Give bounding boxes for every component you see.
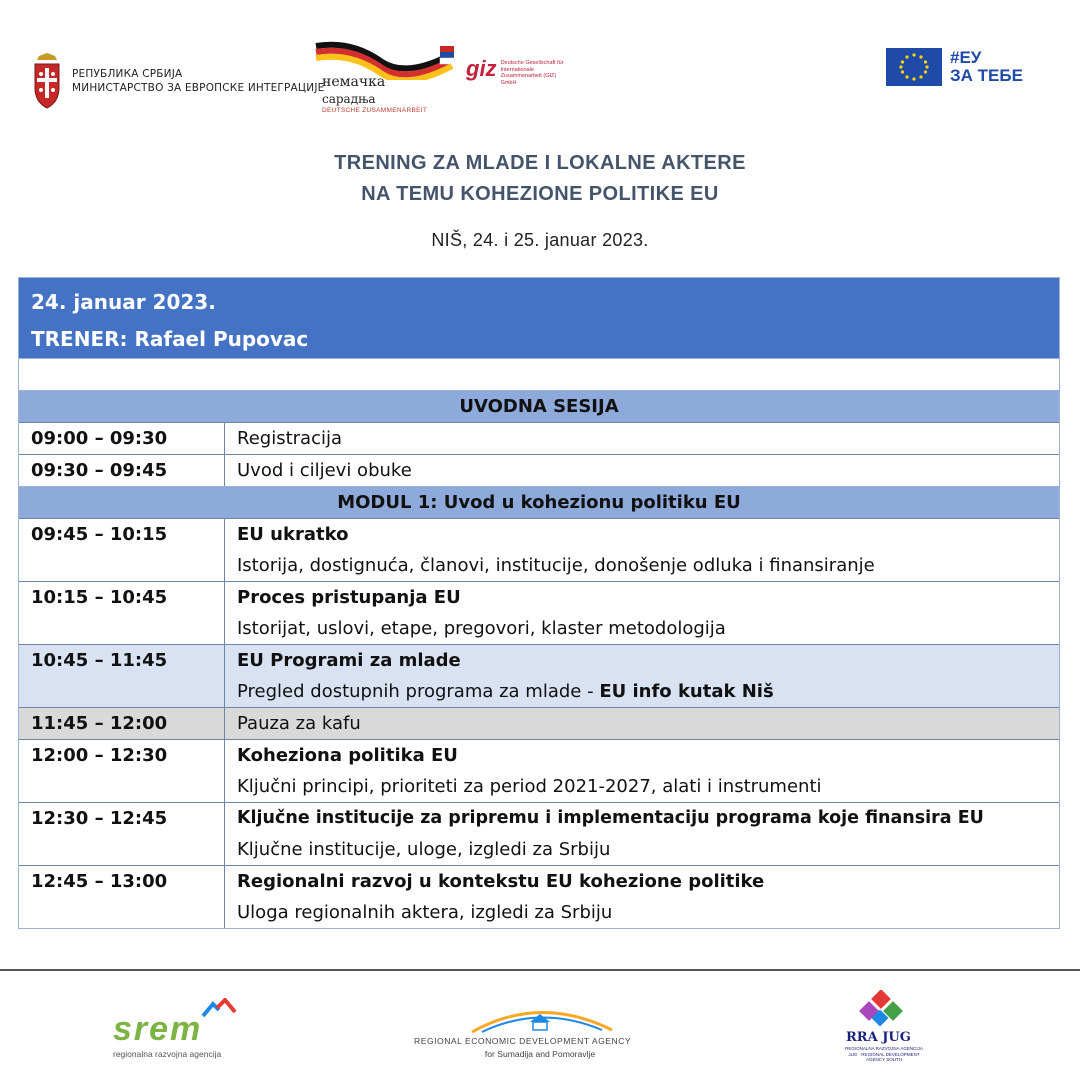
rra-jug-name: RRA JUG bbox=[846, 1030, 911, 1045]
giz-wordmark: giz bbox=[466, 56, 497, 81]
german-cooperation-logo bbox=[312, 40, 462, 116]
table-row bbox=[19, 802, 1059, 865]
srem-logo bbox=[95, 992, 247, 1077]
footer-divider bbox=[0, 969, 1080, 971]
time-cell: 11:45 – 12:00 bbox=[19, 708, 225, 739]
page-title bbox=[0, 148, 1080, 210]
activity-cell bbox=[225, 740, 1059, 802]
section-header-module1: MODUL 1: Uvod u kohezionu politiku EU bbox=[19, 486, 1059, 518]
activity-title: Koheziona politika EU bbox=[237, 745, 458, 766]
eu-logo bbox=[886, 48, 1023, 86]
activity-title: EU ukratko bbox=[237, 524, 349, 545]
activity-description: Uloga regionalnih aktera, izgledi za Srbiju bbox=[237, 902, 613, 923]
german-line2: сарадња bbox=[322, 92, 376, 106]
german-line1: немачка bbox=[322, 74, 386, 90]
schedule-header bbox=[19, 278, 1059, 358]
serbian-coat-of-arms-icon bbox=[30, 52, 64, 110]
giz-logo bbox=[466, 58, 571, 86]
activity-cell bbox=[225, 866, 1059, 928]
rra-jug-fullname: REGIONALNA RAZVOJNA AGENCIJA JUG · REGIONAL DEVELOPMENT AGENCY SOUTH bbox=[845, 1046, 923, 1062]
eu-hashtag-line2: ЗА ТЕБЕ bbox=[950, 66, 1023, 85]
table-row bbox=[19, 739, 1059, 802]
empty-row bbox=[19, 358, 1059, 390]
activity-description: Istorija, dostignuća, članovi, institucije, donošenje odluka i finansiranje bbox=[237, 555, 875, 576]
time-cell: 09:30 – 09:45 bbox=[19, 455, 225, 486]
activity-cell: Registracija bbox=[237, 428, 342, 449]
time-cell: 09:45 – 10:15 bbox=[19, 519, 225, 581]
rra-jug-logo bbox=[838, 990, 928, 1065]
srem-wordmark: srem bbox=[113, 1010, 203, 1048]
rra-jug-diamonds-icon bbox=[838, 990, 928, 1030]
time-cell: 09:00 – 09:30 bbox=[19, 423, 225, 454]
event-place-date: NIŠ, 24. i 25. januar 2023. bbox=[431, 230, 649, 250]
time-cell: 12:30 – 12:45 bbox=[19, 803, 225, 865]
ministry-line1: РЕПУБЛИКА СРБИЈА bbox=[72, 68, 183, 80]
time-cell: 10:45 – 11:45 bbox=[19, 645, 225, 707]
time-cell: 10:15 – 10:45 bbox=[19, 582, 225, 644]
table-row bbox=[19, 422, 1059, 454]
time-cell: 12:00 – 12:30 bbox=[19, 740, 225, 802]
table-row bbox=[19, 518, 1059, 581]
eu-flag-icon bbox=[886, 48, 942, 86]
table-row bbox=[19, 581, 1059, 644]
eu-info-corner-label: EU info kutak Niš bbox=[599, 681, 774, 702]
activity-cell: Uvod i ciljevi obuke bbox=[237, 460, 412, 481]
schedule-trainer: TRENER: Rafael Pupovac bbox=[31, 327, 309, 351]
srem-roof-icon bbox=[199, 998, 239, 1022]
title-line2: NA TEMU KOHEZIONE POLITIKE EU bbox=[361, 183, 719, 205]
activity-cell bbox=[225, 519, 1059, 581]
activity-description: Ključne institucije, uloge, izgledi za Srbiju bbox=[237, 839, 611, 860]
activity-cell bbox=[225, 582, 1059, 644]
activity-description-text: Pregled dostupnih programa za mlade - bbox=[237, 681, 600, 702]
ministry-logo bbox=[30, 52, 324, 110]
german-line3: DEUTSCHE ZUSAMMENARBEIT bbox=[322, 107, 428, 114]
section-header-intro: UVODNA SESIJA bbox=[19, 390, 1059, 422]
activity-title: Regionalni razvoj u kontekstu EU kohezione politike bbox=[237, 871, 765, 892]
schedule-date: 24. januar 2023. bbox=[31, 290, 216, 314]
redasp-line1: REGIONAL ECONOMIC DEVELOPMENT AGENCY bbox=[414, 1036, 632, 1046]
redasp-line2: for Sumadija and Pomoravlje bbox=[484, 1049, 596, 1059]
table-row bbox=[19, 865, 1059, 928]
activity-cell bbox=[225, 803, 1059, 865]
time-cell: 12:45 – 13:00 bbox=[19, 866, 225, 928]
table-row bbox=[19, 454, 1059, 486]
giz-fullname: Deutsche Gesellschaft für Internationale Zusammenarbeit (GIZ) GmbH bbox=[500, 60, 564, 86]
activity-description: Ključni principi, prioriteti za period 2021-2027, alati i instrumenti bbox=[237, 776, 822, 797]
redasp-logo bbox=[412, 1000, 668, 1065]
redasp-arc-icon bbox=[412, 1000, 668, 1034]
activity-title: Proces pristupanja EU bbox=[237, 587, 461, 608]
activity-cell bbox=[225, 645, 1059, 707]
table-row-break bbox=[19, 707, 1059, 739]
eu-hashtag-line1: #ЕУ bbox=[950, 48, 982, 67]
title-line1: TRENING ZA MLADE I LOKALNE AKTERE bbox=[334, 152, 746, 174]
schedule-table bbox=[18, 277, 1060, 929]
activity-title: Ključne institucije za pripremu i implementaciju programa koje finansira EU bbox=[237, 808, 984, 828]
srem-tagline: regionalna razvojna agencija bbox=[113, 1049, 222, 1059]
activity-cell: Pauza za kafu bbox=[237, 713, 361, 734]
table-row-highlighted bbox=[19, 644, 1059, 707]
ministry-line2: МИНИСТАРСТВО ЗА ЕВРОПСКЕ ИНТЕГРАЦИЈЕ bbox=[72, 82, 325, 94]
top-logo-bar bbox=[0, 0, 1080, 130]
activity-title: EU Programi za mlade bbox=[237, 650, 461, 671]
activity-description bbox=[237, 676, 1059, 707]
activity-description: Istorijat, uslovi, etape, pregovori, klaster metodologija bbox=[237, 618, 726, 639]
